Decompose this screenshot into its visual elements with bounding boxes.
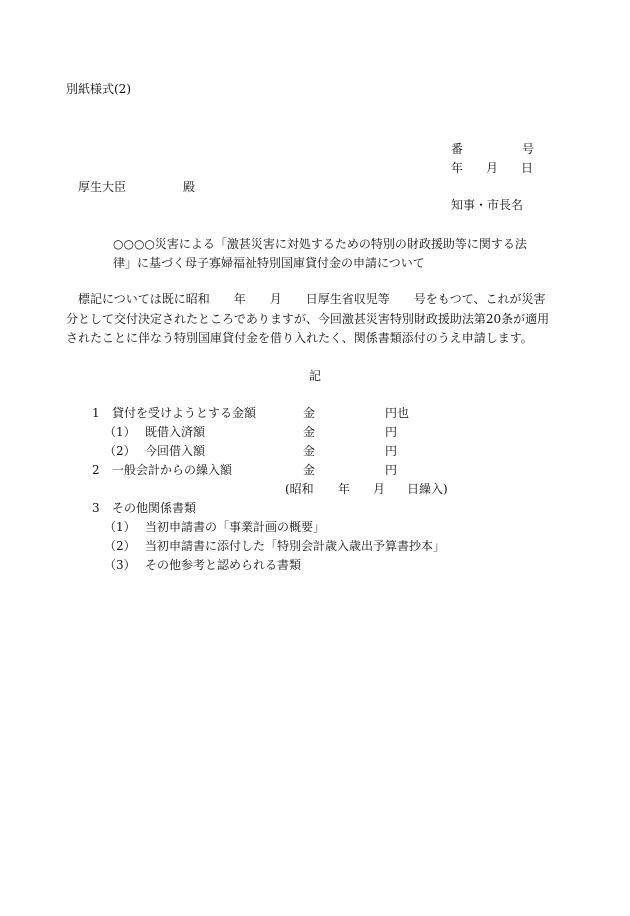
month-label: 月 <box>486 161 499 175</box>
title-line: ○○○○災害による「激甚災害に対処するための特別の財政援助等に関する法 <box>113 237 527 251</box>
governor-name: 知事・市長名 <box>451 198 524 212</box>
number-label: 番 <box>451 142 464 156</box>
item-number: 2 <box>92 463 100 477</box>
item-kin: 金 <box>303 406 316 420</box>
year-label: 年 <box>451 161 464 175</box>
item-number: 3 <box>92 501 100 515</box>
honorific: 殿 <box>183 180 196 194</box>
body-line: 分として交付決定されたところでありますが、今回激甚災害特別財政援助法第20条が適用 <box>66 312 550 326</box>
transfer-era: (昭和 <box>285 482 314 496</box>
form-id: 別紙様式(2) <box>66 82 131 96</box>
item-kin: 金 <box>303 425 316 439</box>
item-kin: 金 <box>303 463 316 477</box>
item-yen: 円 <box>385 463 398 477</box>
day-label: 日 <box>521 161 534 175</box>
item-label: 既借入済額 <box>145 425 206 439</box>
sub-number: （3） <box>104 558 136 572</box>
item-yen: 円 <box>385 425 398 439</box>
item-number: 1 <box>92 406 100 420</box>
body-line: 標記については既に昭和 年 月 日厚生省収児等 号をもつて、これが災害 <box>78 292 546 306</box>
sub-label: 当初申請書の「事業計画の概要」 <box>145 520 326 534</box>
ki-heading: 記 <box>309 369 322 383</box>
transfer-year: 年 <box>338 482 351 496</box>
item-yen: 円也 <box>385 406 410 420</box>
item-kin: 金 <box>303 444 316 458</box>
title-line: 律」に基づく母子寡婦福祉特別国庫貸付金の申請について <box>113 256 425 270</box>
item-number: （1） <box>104 425 136 439</box>
body-line: されたことに伴なう特別国庫貸付金を借り入れたく、関係書類添付のうえ申請します。 <box>66 331 533 345</box>
sub-number: （1） <box>104 520 136 534</box>
sub-number: （2） <box>104 539 136 553</box>
transfer-month: 月 <box>373 482 386 496</box>
item-yen: 円 <box>385 444 398 458</box>
item-label: 貸付を受けようとする金額 <box>112 406 257 420</box>
addressee: 厚生大臣 <box>78 180 127 194</box>
sub-label: 当初申請書に添付した「特別会計歳入歳出予算書抄本」 <box>145 539 446 553</box>
item-label: その他関係書類 <box>112 501 197 515</box>
transfer-day: 日繰入) <box>407 482 448 496</box>
item-number: （2） <box>104 444 136 458</box>
item-label: 今回借入額 <box>145 444 206 458</box>
item-label: 一般会計からの繰入額 <box>112 463 233 477</box>
number-suffix: 号 <box>522 142 535 156</box>
sub-label: その他参考と認められる書類 <box>145 558 302 572</box>
